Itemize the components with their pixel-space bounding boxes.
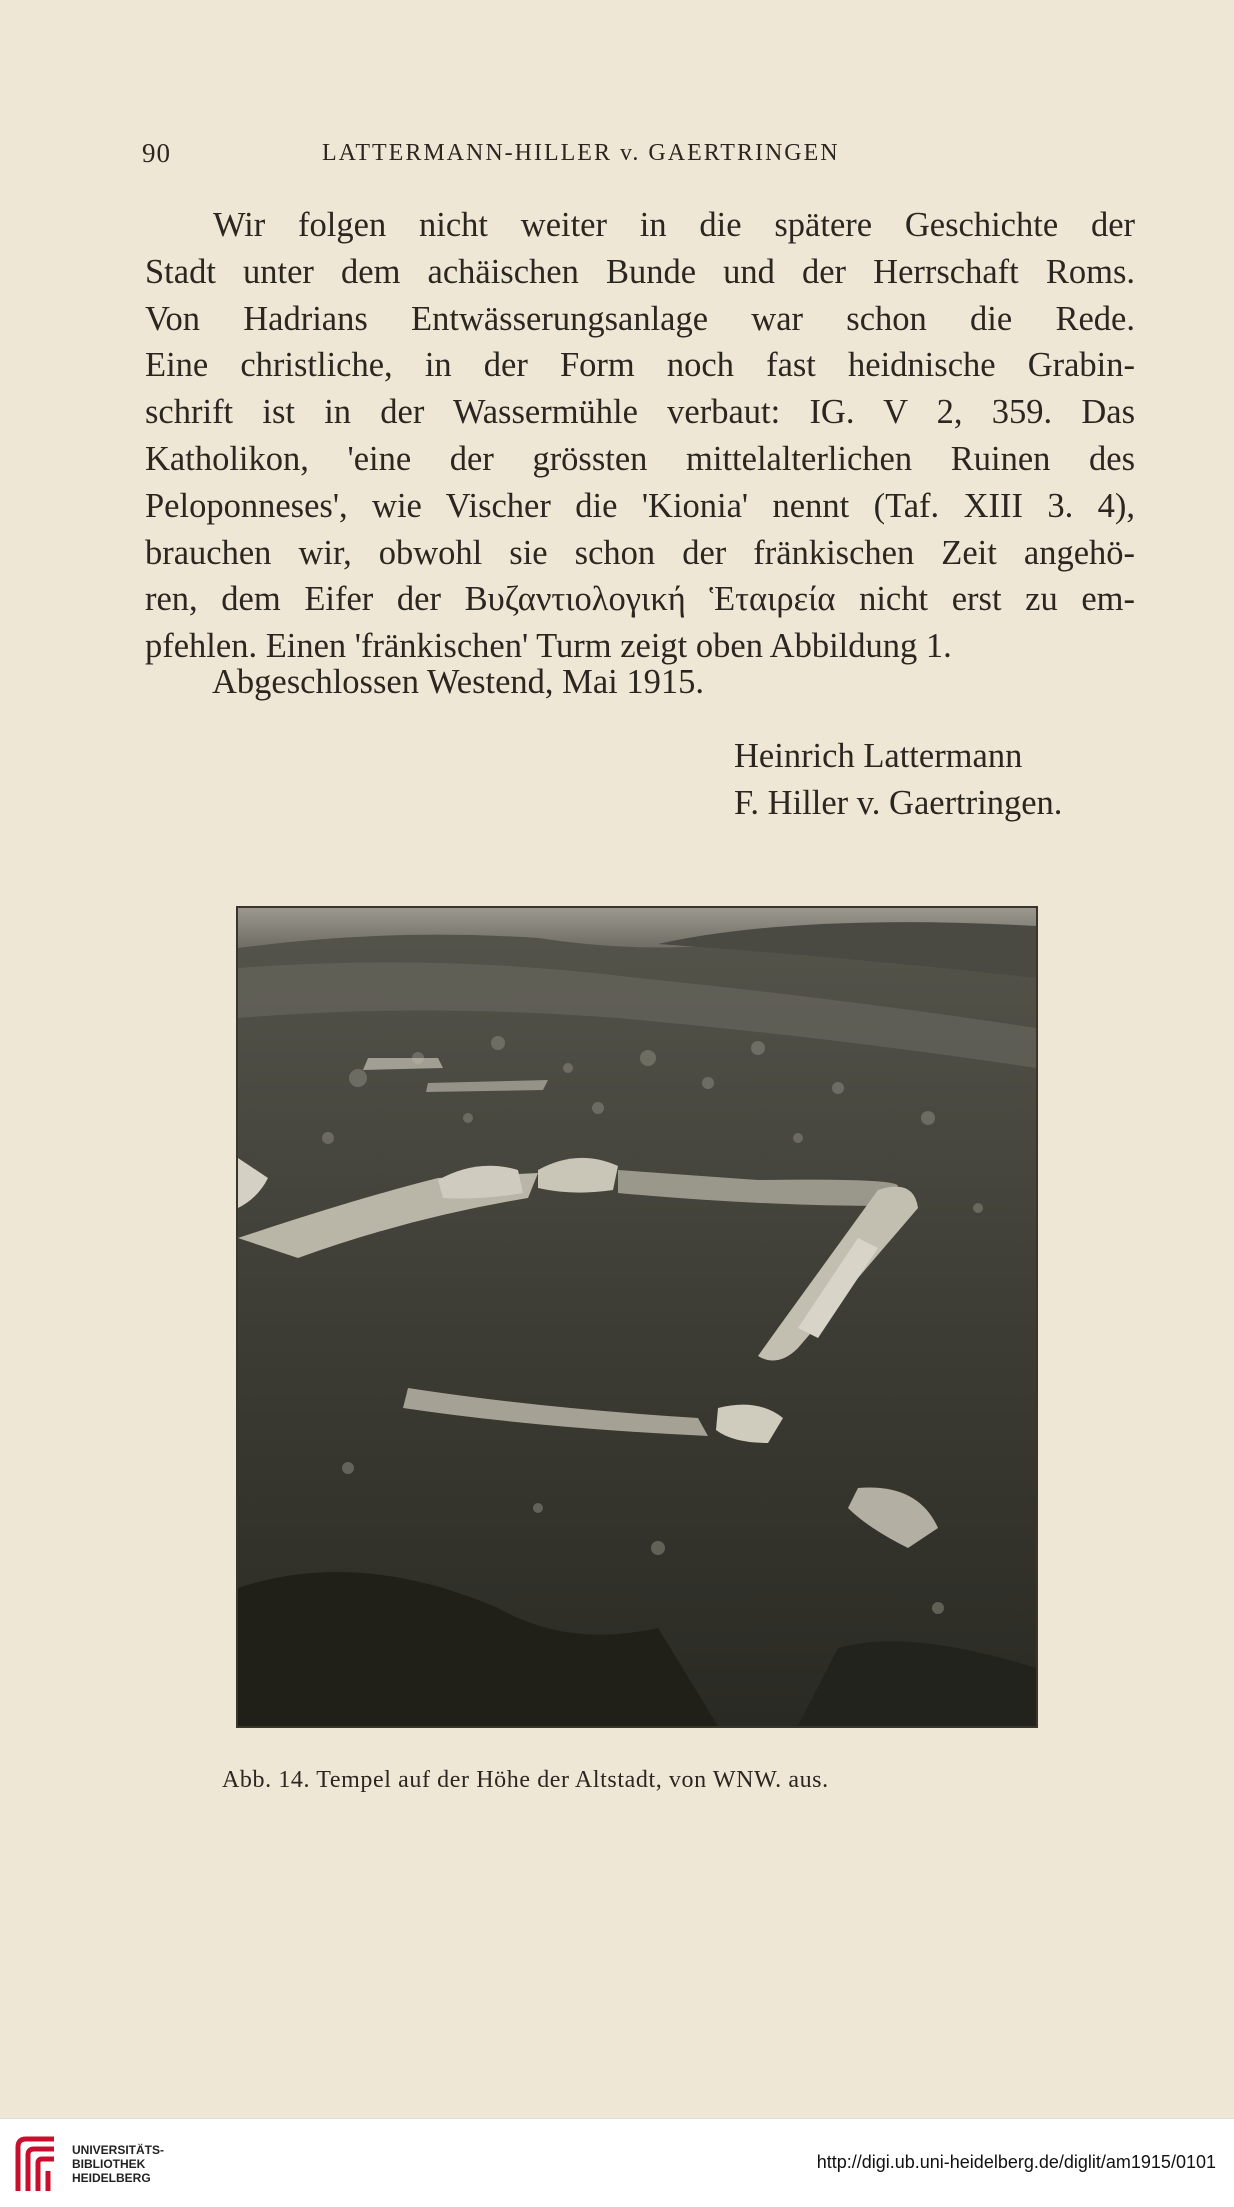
text-line: Stadt unter dem achäischen Bunde und der Herrschaft Roms. <box>145 252 1135 291</box>
library-name-line: HEIDELBERG <box>72 2171 151 2185</box>
signature-hiller: F. Hiller v. Gaertringen. <box>734 784 1063 822</box>
text-line: Eine christliche, in der Form noch fast heidnische Grabin- <box>145 346 1135 385</box>
running-title: LATTERMANN-HILLER v. GAERTRINGEN <box>322 140 840 166</box>
library-name-line: UNIVERSITÄTS- <box>72 2143 165 2157</box>
running-header <box>142 138 962 178</box>
body-paragraph <box>145 202 1135 670</box>
library-name-line: BIBLIOTHEK <box>72 2157 146 2171</box>
digitization-footer <box>0 2118 1234 2207</box>
text-line: pfehlen. Einen 'fränkischen' Turm zeigt oben Abbildung 1. <box>145 627 952 666</box>
figure-caption: Abb. 14. Tempel auf der Höhe der Altstadt, von WNW. aus. <box>222 1767 829 1793</box>
text-line: Wir folgen nicht weiter in die spätere Geschichte der <box>213 206 1135 244</box>
library-name <box>72 2143 164 2185</box>
dateline: Abgeschlossen Westend, Mai 1915. <box>212 663 704 701</box>
text-line: Von Hadrians Entwässerungsanlage war schon die Rede. <box>145 299 1135 338</box>
text-line: Peloponneses', wie Vischer die 'Kionia' nennt (Taf. XIII 3. 4), <box>145 486 1135 525</box>
page-number: 90 <box>142 138 171 168</box>
text-line: schrift ist in der Wassermühle verbaut: IG. V 2, 359. Das <box>145 393 1135 432</box>
text-line: Katholikon, 'eine der grössten mittelalterlichen Ruinen des <box>145 439 1135 478</box>
library-logo-icon <box>14 2133 64 2195</box>
text-line: brauchen wir, obwohl sie schon der fränkischen Zeit angehö- <box>145 533 1135 572</box>
permalink-url[interactable]: http://digi.ub.uni-heidelberg.de/diglit/am1915/0101 <box>816 2152 1216 2172</box>
signature-lattermann: Heinrich Lattermann <box>734 737 1023 775</box>
text-line: ren, dem Eifer der Βυζαντιολογική Ἑταιρεία nicht erst zu em- <box>145 580 1135 619</box>
temple-photograph <box>236 906 1038 1728</box>
